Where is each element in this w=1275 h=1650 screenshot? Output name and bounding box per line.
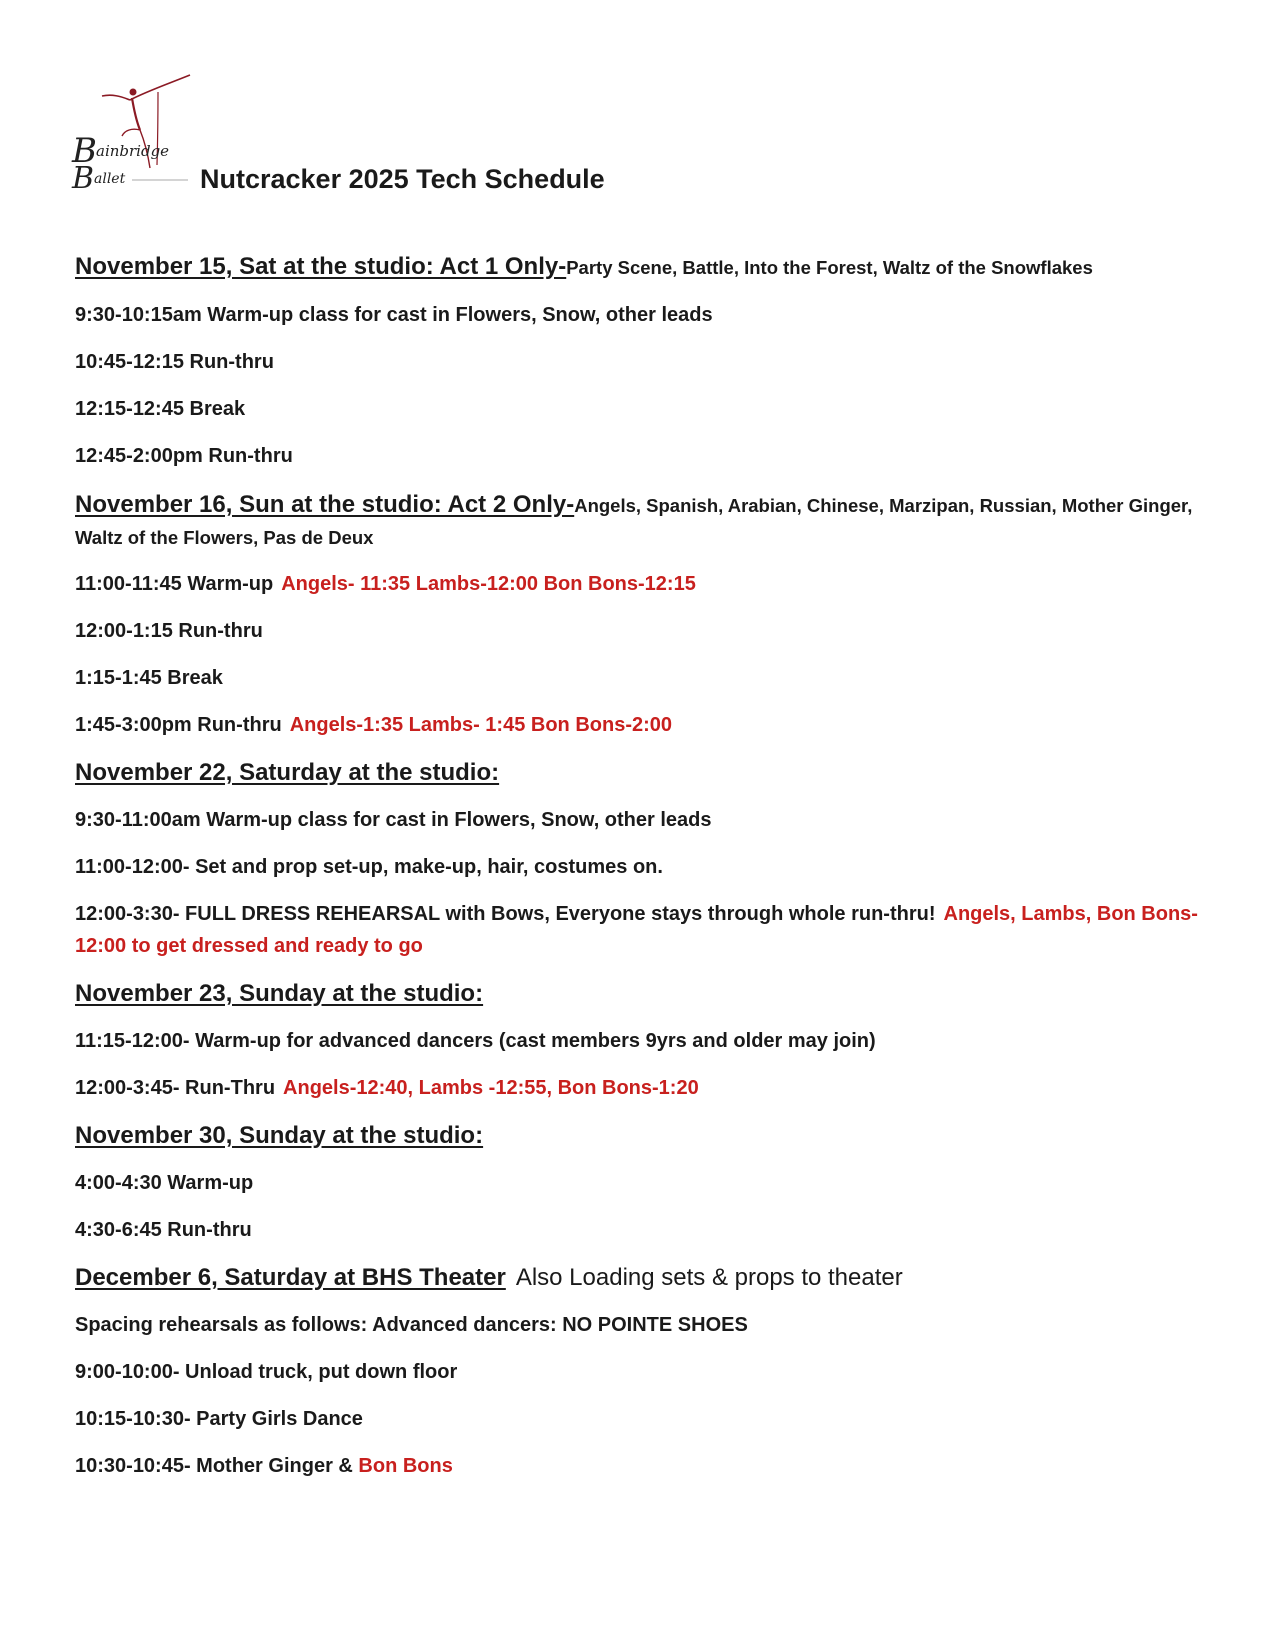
section-heading: November 22, Saturday at the studio:	[75, 759, 500, 786]
section-heading: November 15, Sat at the studio: Act 1 Only-Party Scene, Battle, Into the Forest, Waltz of the Snowflakes	[75, 253, 1093, 280]
section-nov-30	[75, 1121, 1205, 1246]
schedule-item: 10:15-10:30- Party Girls Dance	[75, 1408, 363, 1430]
svg-text:B: B	[72, 161, 95, 195]
schedule-item: 4:30-6:45 Run-thru	[75, 1219, 252, 1241]
schedule-item: 4:00-4:30 Warm-up	[75, 1172, 254, 1194]
schedule-item: 10:30-10:45- Mother Ginger & Bon Bons	[75, 1455, 453, 1477]
schedule-item: 11:00-11:45 Warm-up Angels- 11:35 Lambs-12:00 Bon Bons-12:15	[75, 573, 696, 595]
page-title: Nutcracker 2025 Tech Schedule	[200, 164, 605, 194]
schedule-item: 11:15-12:00- Warm-up for advanced dancers (cast members 9yrs and older may join)	[75, 1030, 876, 1052]
schedule-item: 12:00-1:15 Run-thru	[75, 620, 263, 642]
section-nov-23	[75, 979, 1205, 1104]
section-dec-6	[75, 1263, 1205, 1482]
schedule-item: 9:30-10:15am Warm-up class for cast in Flowers, Snow, other leads	[75, 304, 713, 326]
section-heading: November 30, Sunday at the studio:	[75, 1122, 484, 1149]
section-nov-16	[75, 489, 1205, 741]
schedule-item: 12:00-3:45- Run-Thru Angels-12:40, Lambs -12:55, Bon Bons-1:20	[75, 1077, 699, 1099]
schedule-item: 1:45-3:00pm Run-thru Angels-1:35 Lambs- 1:45 Bon Bons-2:00	[75, 714, 673, 736]
bainbridge-ballet-logo	[70, 70, 200, 195]
svg-text:ainbridge: ainbridge	[96, 142, 170, 160]
section-nov-15	[75, 252, 1205, 472]
schedule-item: 12:15-12:45 Break	[75, 398, 246, 420]
schedule-content	[75, 250, 1205, 1482]
schedule-item: 10:45-12:15 Run-thru	[75, 351, 274, 373]
section-nov-22	[75, 758, 1205, 962]
schedule-item: 12:45-2:00pm Run-thru	[75, 445, 293, 467]
section-heading: November 16, Sun at the studio: Act 2 Only-Angels, Spanish, Arabian, Chinese, Marzipan, Russian, Mother Ginger, Waltz of the Flowers, Pas de Deux	[75, 491, 1193, 548]
section-heading: November 23, Sunday at the studio:	[75, 980, 484, 1007]
schedule-item: Spacing rehearsals as follows: Advanced dancers: NO POINTE SHOES	[75, 1314, 748, 1336]
schedule-item: 11:00-12:00- Set and prop set-up, make-up, hair, costumes on.	[75, 856, 663, 878]
svg-text:allet: allet	[94, 171, 126, 187]
schedule-item: 9:30-11:00am Warm-up class for cast in Flowers, Snow, other leads	[75, 809, 712, 831]
schedule-item: 1:15-1:45 Break	[75, 667, 223, 689]
schedule-item: 9:00-10:00- Unload truck, put down floor	[75, 1361, 458, 1383]
svg-text:B: B	[72, 131, 97, 171]
section-heading: December 6, Saturday at BHS Theater Also Loading sets & props to theater	[75, 1264, 903, 1291]
schedule-item: 12:00-3:30- FULL DRESS REHEARSAL with Bows, Everyone stays through whole run-thru! Angels, Lambs, Bon Bons- 12:00 to get dressed and ready to go	[75, 903, 1198, 957]
